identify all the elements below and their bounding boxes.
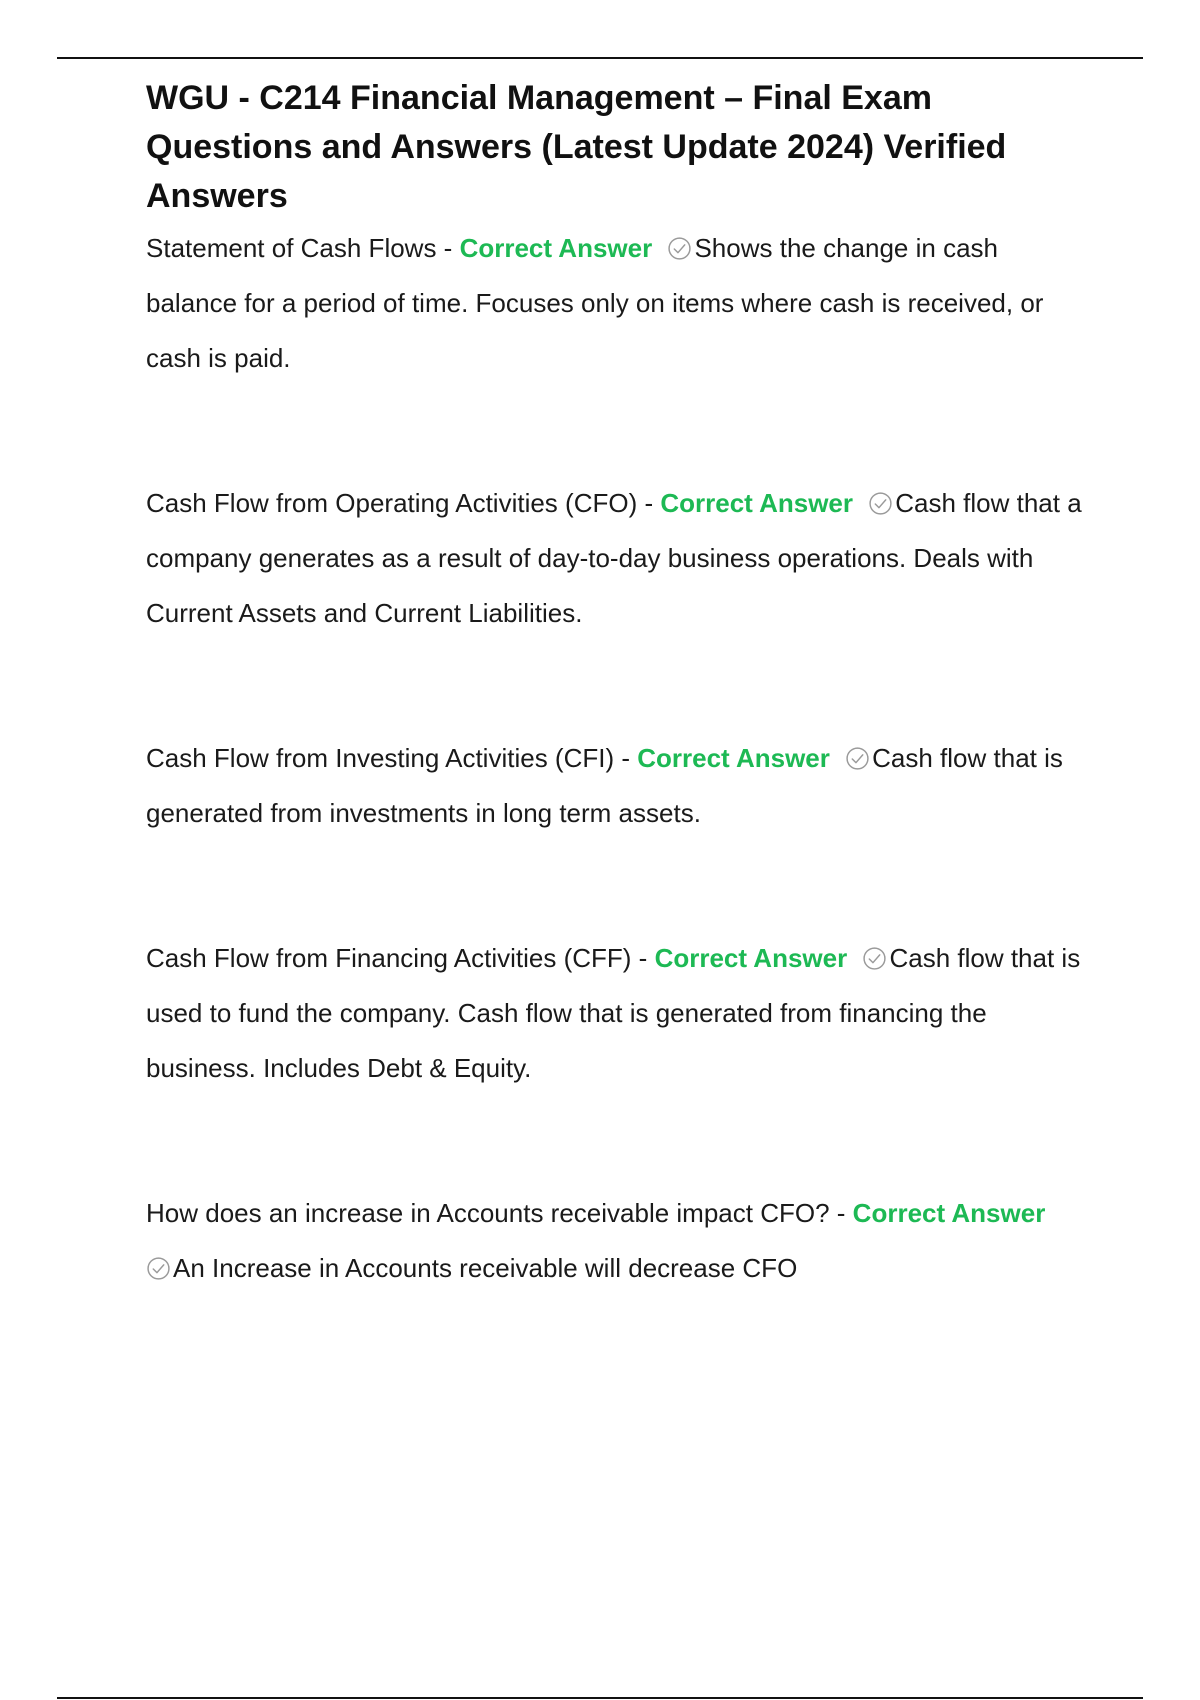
correct-answer-label: Correct Answer xyxy=(459,233,653,263)
qa-item xyxy=(146,476,1096,641)
question-text: Cash Flow from Financing Activities (CFF) - xyxy=(146,943,655,973)
check-circle-icon xyxy=(667,236,692,261)
question-text: How does an increase in Accounts receivable impact CFO? - xyxy=(146,1198,853,1228)
document-title: WGU - C214 Financial Management – Final Exam Questions and Answers (Latest Update 2024) Verified Answers xyxy=(146,79,1007,215)
question-text: Cash Flow from Investing Activities (CFI) - xyxy=(146,743,638,773)
question-text: Statement of Cash Flows - xyxy=(146,233,460,263)
correct-answer-label: Correct Answer xyxy=(852,1198,1046,1228)
check-circle-icon xyxy=(868,491,893,516)
correct-answer-label: Correct Answer xyxy=(660,488,853,518)
correct-answer-label: Correct Answer xyxy=(654,943,848,973)
answer-text: Cash flow that is used to fund the company. Cash flow that is generated from financing the business. Includes Debt & Equity. xyxy=(146,943,1081,1083)
check-circle-icon xyxy=(845,746,870,771)
qa-item xyxy=(146,931,1096,1096)
check-circle-icon xyxy=(146,1256,171,1281)
qa-item xyxy=(146,1186,1096,1296)
answer-text: An Increase in Accounts receivable will decrease CFO xyxy=(173,1253,798,1283)
answer-text: Cash flow that is generated from investments in long term assets. xyxy=(146,743,1063,828)
answer-text: Cash flow that a company generates as a result of day-to-day business operations. Deals with Current Assets and Current Liabilities. xyxy=(146,488,1082,628)
qa-item xyxy=(146,731,1096,841)
qa-item xyxy=(146,221,1096,386)
answer-text: Shows the change in cash balance for a period of time. Focuses only on items where cash is received, or cash is paid. xyxy=(146,233,1044,373)
correct-answer-label: Correct Answer xyxy=(637,743,830,773)
header-rule xyxy=(57,57,1143,59)
question-text: Cash Flow from Operating Activities (CFO) - xyxy=(146,488,661,518)
check-circle-icon xyxy=(862,946,887,971)
document-body xyxy=(146,74,1096,1296)
footer-rule xyxy=(57,1697,1143,1699)
